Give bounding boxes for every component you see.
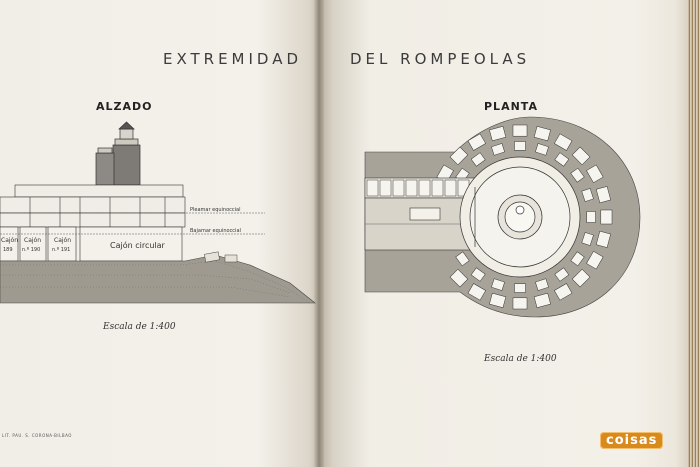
lighthouse xyxy=(96,122,140,185)
concrete-block xyxy=(513,125,527,136)
concrete-block xyxy=(515,284,526,293)
concrete-block xyxy=(601,210,612,224)
circular-caisson-label: Cajón circular xyxy=(110,241,165,250)
caisson-2-number: n.º 190 xyxy=(22,247,41,253)
caisson-1-label: Cajón xyxy=(1,237,19,244)
concrete-block xyxy=(513,298,527,309)
elevation-heading: ALZADO xyxy=(96,100,153,113)
breakwater-body xyxy=(365,178,475,250)
watermark-logo: coisas xyxy=(600,432,663,449)
plan-drawing xyxy=(355,112,645,322)
crown-block xyxy=(380,180,391,196)
plan-heading: PLANTA xyxy=(484,100,538,113)
caisson-2-label: Cajón xyxy=(24,237,42,244)
crown-block xyxy=(419,180,430,196)
printer-imprint: LIT. PAU. S. CORONA-BILBAO xyxy=(2,433,72,438)
elevation-scale: Escala de 1:400 xyxy=(103,322,176,332)
superstructure xyxy=(0,185,185,227)
elevation-drawing xyxy=(0,115,320,315)
crown-block xyxy=(367,180,378,196)
plan-scale: Escala de 1:400 xyxy=(484,354,557,364)
title-right: DEL ROMPEOLAS xyxy=(350,50,531,68)
caisson-3-number: n.º 191 xyxy=(52,247,71,253)
caisson-3-label: Cajón xyxy=(54,237,72,244)
circular-caisson xyxy=(460,157,580,277)
concrete-block xyxy=(587,212,596,223)
pleamar-label: Pleamar equinoccial xyxy=(190,207,241,213)
title-left: EXTREMIDAD xyxy=(163,50,303,68)
concrete-block xyxy=(515,142,526,151)
bajamar-label: Bajamar equinoccial xyxy=(190,228,241,234)
crown-block xyxy=(445,180,456,196)
crown-block xyxy=(432,180,443,196)
caisson-1-number: 189 xyxy=(3,247,13,253)
crown-block xyxy=(393,180,404,196)
crown-block xyxy=(406,180,417,196)
page-edge xyxy=(688,0,700,467)
